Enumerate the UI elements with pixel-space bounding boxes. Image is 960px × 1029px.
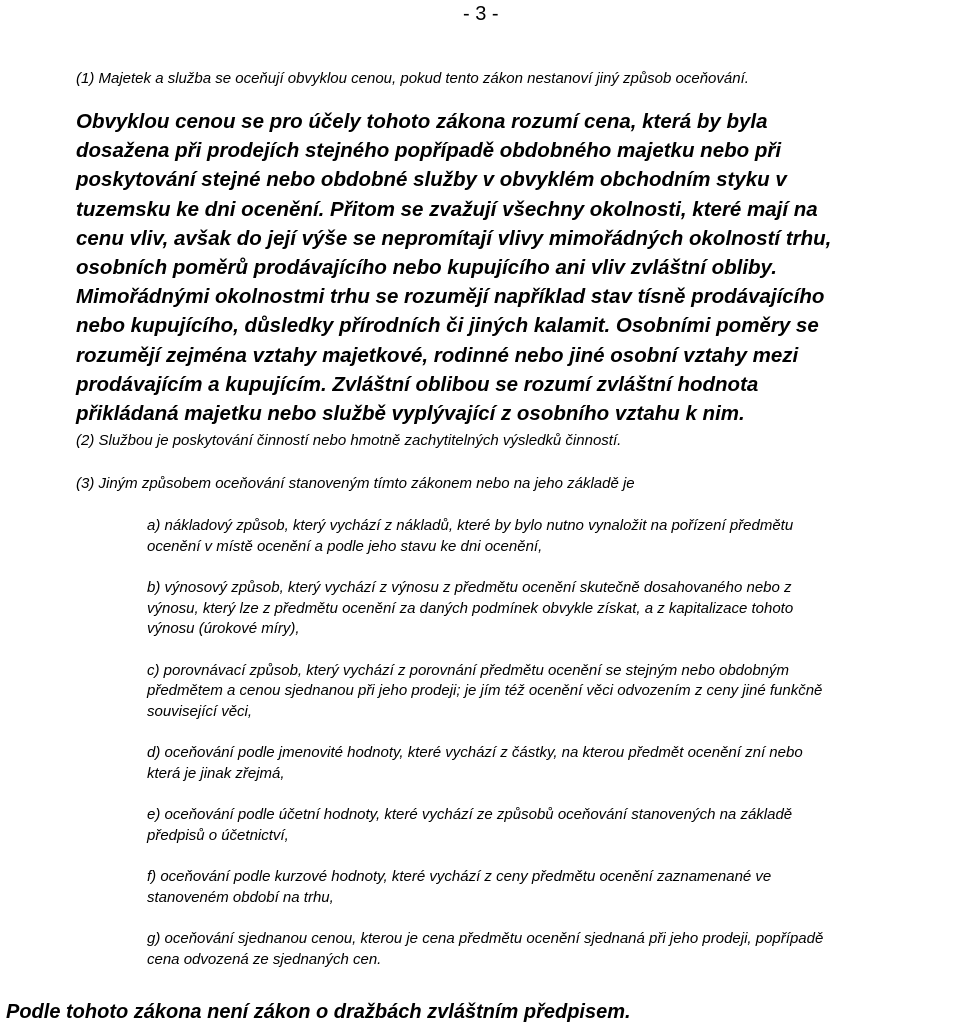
definition-line: rozumějí zejména vztahy majetkové, rodinné nebo jiné osobní vztahy mezi [76, 343, 799, 367]
method-line: f) oceňování podle kurzové hodnoty, které vychází z ceny předmětu ocenění zaznamenané ve [147, 868, 772, 885]
definition-line: prodávajícím a kupujícím. Zvláštní oblibou se rozumí zvláštní hodnota [76, 372, 759, 396]
final-note: Podle tohoto zákona není zákon o dražbách zvláštním předpisem. [6, 1001, 631, 1023]
definition-line: Mimořádnými okolnostmi trhu se rozumějí například stav tísně prodávajícího [76, 285, 825, 309]
method-line: e) oceňování podle účetní hodnoty, které vychází ze způsobů oceňování stanovených na základě [147, 806, 793, 823]
definition-line: tuzemsku ke dni ocenění. Přitom se zvažují všechny okolnosti, které mají na [76, 197, 818, 221]
method-line: která je jinak zřejmá, [147, 764, 285, 782]
method-line: cena odvozená ze sjednaných cen. [147, 950, 382, 968]
page-number: - 3 - [463, 3, 499, 25]
paragraph-1: (1) Majetek a služba se oceňují obvyklou cenou, pokud tento zákon nestanoví jiný způsob oceňování. [76, 70, 749, 87]
definition-line: osobních poměrů prodávajícího nebo kupujícího ani vliv zvláštní obliby. [76, 256, 777, 280]
method-line: předmětem a cenou sjednanou při jeho prodeji; je jím též ocenění věci odvozením z ceny jiné funkčně [147, 682, 823, 699]
method-line: g) oceňování sjednanou cenou, kterou je cena předmětu ocenění sjednaná při jeho prodeji, popřípadě [147, 930, 824, 947]
valuation-methods-list [147, 516, 957, 991]
method-line: předpisů o účetnictví, [147, 826, 289, 844]
method-line: a) nákladový způsob, který vychází z nákladů, které by bylo nutno vynaložit na pořízení předmětu [147, 517, 794, 534]
method-item-f [147, 867, 957, 908]
definition-line: poskytování stejné nebo obdobné služby v obvyklém obchodním styku v [76, 168, 787, 192]
method-line: c) porovnávací způsob, který vychází z porovnání předmětu ocenění se stejným nebo obdobným [147, 661, 790, 679]
definition-line: dosažena při prodejích stejného popřípadě obdobného majetku nebo při [76, 139, 782, 163]
method-line: výnosu, který lze z předmětu ocenění za daných podmínek obvykle získat, a z kapitalizace tohoto [147, 599, 794, 617]
definition-line: Obvyklou cenou se pro účely tohoto zákona rozumí cena, která by byla [76, 110, 768, 133]
method-item-d [147, 743, 957, 784]
definition-line: přikládaná majetku nebo službě vyplývající z osobního vztahu k nim. [76, 402, 745, 426]
definition-block [76, 107, 956, 428]
method-line: b) výnosový způsob, který vychází z výnosu z předmětu ocenění skutečně dosahovaného nebo z [147, 579, 792, 596]
paragraph-2: (2) Službou je poskytování činností nebo hmotně zachytitelných výsledků činností. [76, 432, 622, 449]
method-line: d) oceňování podle jmenovité hodnoty, které vychází z částky, na kterou předmět ocenění zní nebo [147, 744, 803, 761]
method-line: související věci, [147, 702, 253, 720]
method-line: ocenění v místě ocenění a podle jeho stavu ke dni ocenění, [147, 537, 543, 555]
definition-line: nebo kupujícího, důsledky přírodních či jiných kalamit. Osobními poměry se [76, 314, 819, 338]
method-line: výnosu (úrokové míry), [147, 620, 300, 637]
method-item-g [147, 929, 957, 970]
paragraph-3: (3) Jiným způsobem oceňování stanoveným tímto zákonem nebo na jeho základě je [76, 475, 635, 492]
method-item-e [147, 805, 957, 846]
definition-line: cenu vliv, avšak do její výše se nepromítají vlivy mimořádných okolností trhu, [76, 226, 832, 250]
method-line: stanoveném období na trhu, [147, 888, 334, 906]
method-item-b [147, 578, 957, 640]
method-item-c [147, 661, 957, 723]
method-item-a [147, 516, 957, 557]
